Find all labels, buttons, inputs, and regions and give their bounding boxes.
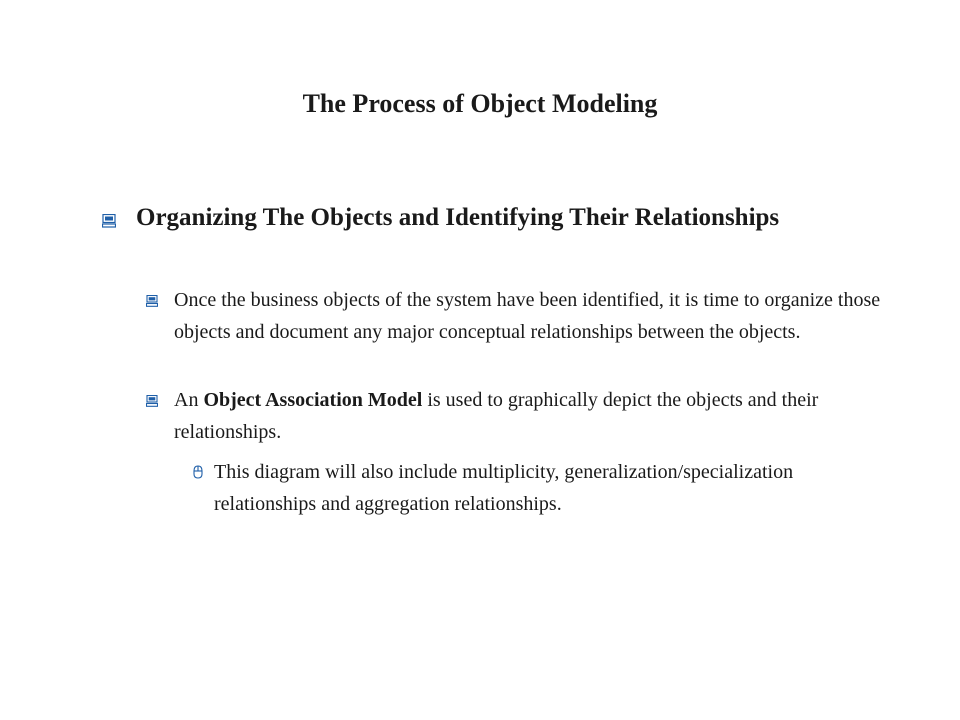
bullet-level1	[102, 200, 802, 236]
bullet-level2-text	[174, 384, 866, 448]
bullet-level3	[192, 456, 852, 520]
object-association-model-term: Object Association Model	[203, 389, 423, 411]
computer-bullet-icon	[146, 394, 158, 412]
computer-bullet-icon	[146, 294, 158, 312]
slide-title: The Process of Object Modeling	[302, 89, 658, 118]
text-suffix: is used to graphically depict the objects and their relationships.	[174, 389, 819, 443]
computer-bullet-icon	[102, 214, 116, 233]
mouse-bullet-icon	[192, 465, 204, 484]
bullet-level3-text: This diagram will also include multiplicity, generalization/specialization relationships and aggregation relationships.	[214, 461, 794, 515]
bullet-level1-text: Organizing The Objects and Identifying Their Relationships	[136, 204, 780, 231]
text-prefix: An	[174, 389, 204, 411]
bullet-level2-1	[146, 284, 896, 348]
bullet-level2-text: Once the business objects of the system have been identified, it is time to organize those objects and document any major conceptual relationships between the objects.	[174, 289, 881, 343]
bullet-level2-2	[146, 384, 866, 448]
